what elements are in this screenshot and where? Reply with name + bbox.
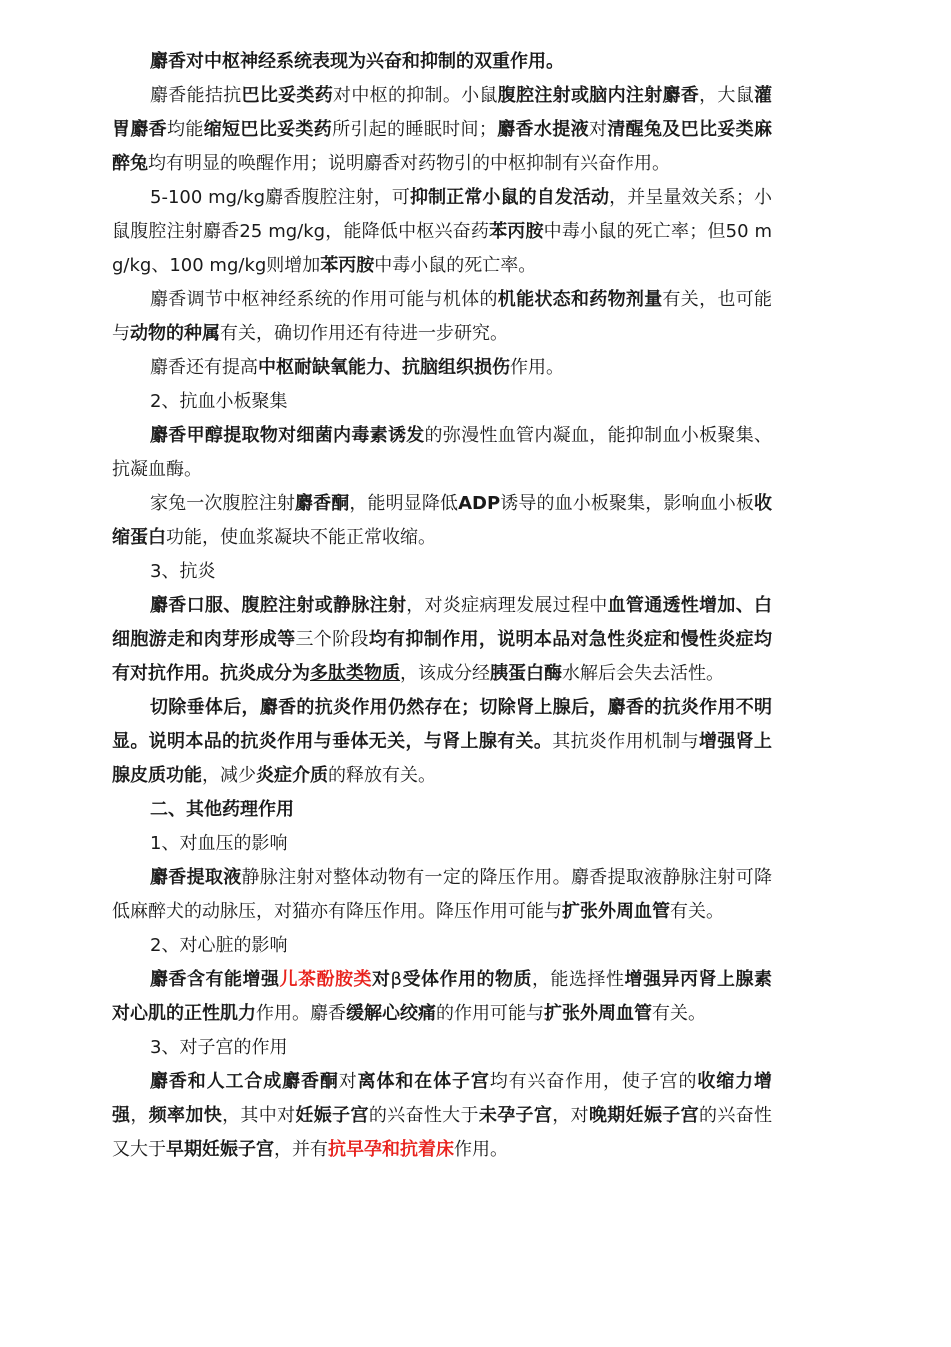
text-run: 均有兴奋作用，使子宫的 — [489, 1071, 698, 1092]
bold-text: 扩张外周血管 — [562, 901, 670, 922]
bold-text: 频率加快 — [148, 1105, 223, 1126]
text-run: ，大鼠 — [699, 85, 755, 106]
bold-text: 妊娠子宫 — [295, 1105, 369, 1126]
bold-text: 扩张外周血管 — [544, 1003, 652, 1024]
text-run: 作用。 — [454, 1139, 508, 1160]
bold-text: 炎症介质 — [256, 765, 328, 786]
text-run: 中毒小鼠的死亡率。 — [374, 255, 537, 276]
bold-text: 清醒兔及巴比妥类麻醉兔 — [112, 119, 773, 174]
bold-text: 巴比妥类药 — [241, 85, 334, 106]
text-run: ，其中对 — [222, 1105, 296, 1126]
text-run: ，并呈量效关系；小鼠腹腔注射麝香25 mg/kg，能降低中枢兴奋药 — [112, 187, 773, 242]
highlighted-text: 抗早孕和抗着床 — [328, 1139, 454, 1160]
paragraph-p5 — [112, 351, 772, 385]
paragraph-p2 — [112, 79, 772, 181]
text-run: 的作用可能与 — [436, 1003, 544, 1024]
bold-text: 中枢耐缺氧能力、抗脑组织损伤 — [258, 357, 510, 378]
text-run: β — [390, 969, 402, 990]
paragraph-p17 — [112, 1031, 772, 1065]
text-run: 的释放有关。 — [328, 765, 436, 786]
paragraph-p12 — [112, 793, 772, 827]
text-run: ，该成分经 — [400, 663, 490, 684]
paragraph-p8 — [112, 487, 772, 555]
paragraph-p6 — [112, 385, 772, 419]
document-page — [112, 45, 772, 1167]
paragraph-p9 — [112, 555, 772, 589]
text-run: 2、抗血小板聚集 — [150, 391, 288, 412]
text-run: 所引起的睡眠时间； — [332, 119, 497, 140]
text-run: 均有明显的唤醒作用；说明麝香对药物引的中枢抑制有兴奋作用。 — [148, 153, 670, 174]
paragraph-p1 — [112, 45, 772, 79]
bold-text: 麝香和人工合成麝香酮 — [150, 1071, 339, 1092]
bold-text: 麝香口服、腹腔注射或静脉注射 — [150, 595, 407, 616]
bold-text: 离体和在体子宫 — [357, 1071, 490, 1092]
text-run: 诱导的血小板聚集，影响血小板 — [500, 493, 755, 514]
text-run: 麝香还有提高 — [150, 357, 258, 378]
highlighted-text: 儿茶酚胺类 — [279, 969, 372, 990]
text-run: 有关，确切作用还有待进一步研究。 — [220, 323, 508, 344]
text-run: 1、对血压的影响 — [150, 833, 288, 854]
text-run: ，能明显降低 — [349, 493, 459, 514]
bold-text: 缓解心绞痛 — [346, 1003, 436, 1024]
text-run: ，对炎症病理发展过程中 — [406, 595, 608, 616]
text-run: 3、抗炎 — [150, 561, 216, 582]
paragraph-p3 — [112, 181, 772, 283]
bold-text: 麝香酮 — [294, 493, 350, 514]
bold-text: 缩短巴比妥类药 — [203, 119, 333, 140]
text-run: 麝香能拮抗 — [150, 85, 242, 106]
bold-text: 收缩力增强 — [112, 1071, 772, 1126]
bold-text: 抑制正常小鼠的自发活动 — [409, 187, 610, 208]
bold-text: 灌胃麝香 — [112, 85, 773, 140]
text-run: 的弥漫性血管内凝血，能抑制血小板聚集、抗凝血酶。 — [112, 425, 772, 480]
bold-text: 增强异丙肾上腺素对心肌的正性肌力 — [112, 969, 772, 1024]
text-run: 功能，使血浆凝块不能正常收缩。 — [166, 527, 436, 548]
text-run: 3、对子宫的作用 — [150, 1037, 288, 1058]
bold-text: 均有抑制作用，说明本品对急性炎症和慢性炎症均有对抗作用。抗炎成分为 — [112, 629, 773, 684]
text-run: 中毒小鼠的死亡率；但50 mg/kg、100 mg/kg则增加 — [112, 221, 772, 276]
bold-text: 麝香提取液 — [150, 867, 242, 888]
paragraph-p4 — [112, 283, 772, 351]
text-run: 的兴奋性大于 — [368, 1105, 479, 1126]
bold-text: 切除垂体后，麝香的抗炎作用仍然存在；切除肾上腺后，麝香的抗炎作用不明显。说明本品的抗炎作用与垂体无关，与肾上腺有关。 — [112, 697, 772, 752]
text-run: 有关。 — [670, 901, 724, 922]
paragraph-p10 — [112, 589, 772, 691]
bold-text: 多肽类物质 — [310, 663, 400, 684]
text-run: 家兔一次腹腔注射 — [150, 493, 295, 514]
text-run: 静脉注射对整体动物有一定的降压作用。麝香提取液静脉注射可降低麻醉犬的动脉压，对猫亦有降压作用。降压作用可能与 — [112, 867, 772, 922]
bold-text: 苯丙胺 — [489, 221, 544, 242]
bold-text: 晚期妊娠子宫 — [588, 1105, 699, 1126]
bold-text: 收缩蛋白 — [112, 493, 773, 548]
bold-text: 血管通透性增加、白细胞游走和肉芽形成等 — [112, 595, 773, 650]
text-run: ，能选择性 — [532, 969, 625, 990]
bold-text: 二、其他药理作用 — [150, 799, 294, 820]
paragraph-p11 — [112, 691, 772, 793]
bold-text: 受体作用的物质 — [402, 969, 532, 990]
paragraph-p15 — [112, 929, 772, 963]
text-run: 有关，也可能与 — [112, 289, 773, 344]
bold-text: 麝香对中枢神经系统表现为兴奋和抑制的双重作用。 — [150, 51, 564, 72]
paragraph-p14 — [112, 861, 772, 929]
paragraph-p18 — [112, 1065, 772, 1167]
text-run: 水解后会失去活性。 — [562, 663, 724, 684]
text-run: 均能 — [167, 119, 204, 140]
text-run: 对中枢的抑制。小鼠 — [333, 85, 498, 106]
bold-text: 苯丙胺 — [320, 255, 375, 276]
text-run: 2、对心脏的影响 — [150, 935, 288, 956]
bold-text: 麝香含有能增强 — [150, 969, 280, 990]
bold-text: 麝香甲醇提取物对细菌内毒素诱发 — [150, 425, 425, 446]
bold-text: 机能状态和药物剂量 — [497, 289, 663, 310]
text-run: 有关。 — [652, 1003, 706, 1024]
text-run: 其抗炎作用机制与 — [552, 731, 699, 752]
bold-text: 胰蛋白酶 — [490, 663, 562, 684]
text-run: 作用。 — [510, 357, 564, 378]
bold-text: ADP — [458, 493, 501, 514]
bold-text: 麝香水提液 — [496, 119, 589, 140]
text-run: ，对 — [552, 1105, 589, 1126]
paragraph-p16 — [112, 963, 772, 1031]
text-run: ，并有 — [274, 1139, 328, 1160]
text-run: 麝香调节中枢神经系统的作用可能与机体的 — [150, 289, 498, 310]
text-run: ， — [130, 1105, 149, 1126]
bold-text: 动物的种属 — [130, 323, 220, 344]
bold-text: 未孕子宫 — [478, 1105, 553, 1126]
text-run: 对 — [588, 119, 608, 140]
text-run: ，减少 — [202, 765, 256, 786]
text-run: 作用。麝香 — [256, 1003, 346, 1024]
bold-text: 增强肾上腺皮质功能 — [112, 731, 773, 786]
text-run: 的兴奋性又大于 — [112, 1105, 773, 1160]
bold-text: 对 — [372, 969, 391, 990]
text-run: 5-100 mg/kg麝香腹腔注射，可 — [150, 187, 410, 208]
bold-text: 腹腔注射或脑内注射麝香 — [497, 85, 700, 106]
bold-text: 早期妊娠子宫 — [166, 1139, 274, 1160]
paragraph-p7 — [112, 419, 772, 487]
paragraph-p13 — [112, 827, 772, 861]
text-run: 三个阶段 — [295, 629, 369, 650]
text-run: 对 — [338, 1071, 358, 1092]
